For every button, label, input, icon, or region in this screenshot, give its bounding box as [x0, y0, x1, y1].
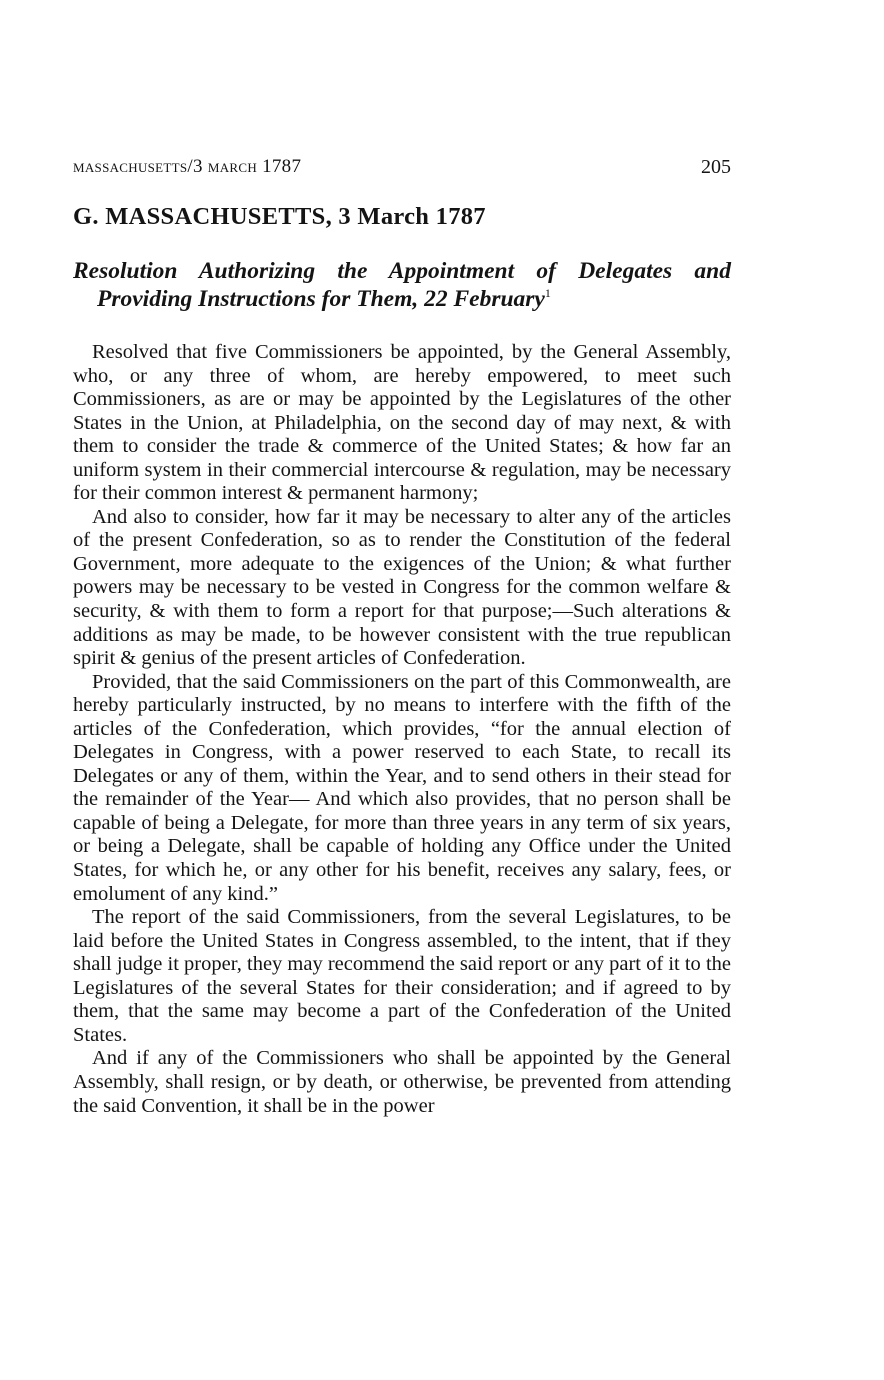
section-heading: G. MASSACHUSETTS, 3 March 1787	[73, 203, 486, 230]
paragraph-consider: And also to consider, how far it may be necessary to alter any of the articles of the present Confederation, so as to render the Constitution of the federal Government, more adequate to the exigences of the Union; & what further powers may be necessary to be vested in Congress for the common welfare & security, & with them to form a report for that purpose;—Such alterations & additions as may be made, to be however consistent with the true republican spirit & genius of the present articles of Confederation.	[73, 505, 731, 670]
paragraph-report: The report of the said Commissioners, from the several Legislatures, to be laid before the United States in Congress assembled, to the intent, that if they shall judge it proper, they may recommend the said report or any part of it to the Legislatures of the several States for their consideration; and if agreed to by them, that the same may become a part of the Confederation of the United States.	[73, 906, 731, 1046]
running-head	[73, 150, 731, 184]
page-number: 205	[701, 156, 731, 178]
body-text	[73, 341, 731, 1118]
document-page	[73, 150, 731, 1118]
paragraph-provided: Provided, that the said Commissioners on the part of this Commonwealth, are hereby particularly instructed, by no means to interfere with the fifth of the articles of the Confederation, which provides, “for the annual election of Delegates in Congress, with a power reserved to each State, to recall its Delegates or any of them, within the Year, and to send others in their stead for the remainder of the Year— And which also provides, that no person shall be capable of being a Delegate, for more than three years in any term of six years, or being a Delegate, shall be capable of holding any Office under the United States, for which he, or any other for his benefit, receives any salary, fees, or emolument of any kind.”	[73, 670, 731, 905]
paragraph-vacancy: And if any of the Commissioners who shall be appointed by the General Assembly, shall resign, or by death, or otherwise, be prevented from attending the said Convention, it shall be in the power	[73, 1047, 731, 1117]
footnote-marker: 1	[544, 286, 551, 301]
document-title	[73, 257, 731, 313]
paragraph-resolved: Resolved that five Commissioners be appointed, by the General Assembly, who, or any three of whom, are hereby empowered, to meet such Commissioners, as are or may be appointed by the Legislatures of the other States in the Union, at Philadelphia, on the second day of may next, & with them to consider the trade & commerce of the United States; & how far an uniform system in their commercial intercourse & regulation, may be necessary for their common interest & permanent harmony;	[73, 341, 731, 505]
document-title-text: Resolution Authorizing the Appointment of Delegates and Providing Instructions for Them, 22 February	[73, 258, 731, 312]
running-head-title: massachusetts/3 march 1787	[73, 156, 302, 177]
